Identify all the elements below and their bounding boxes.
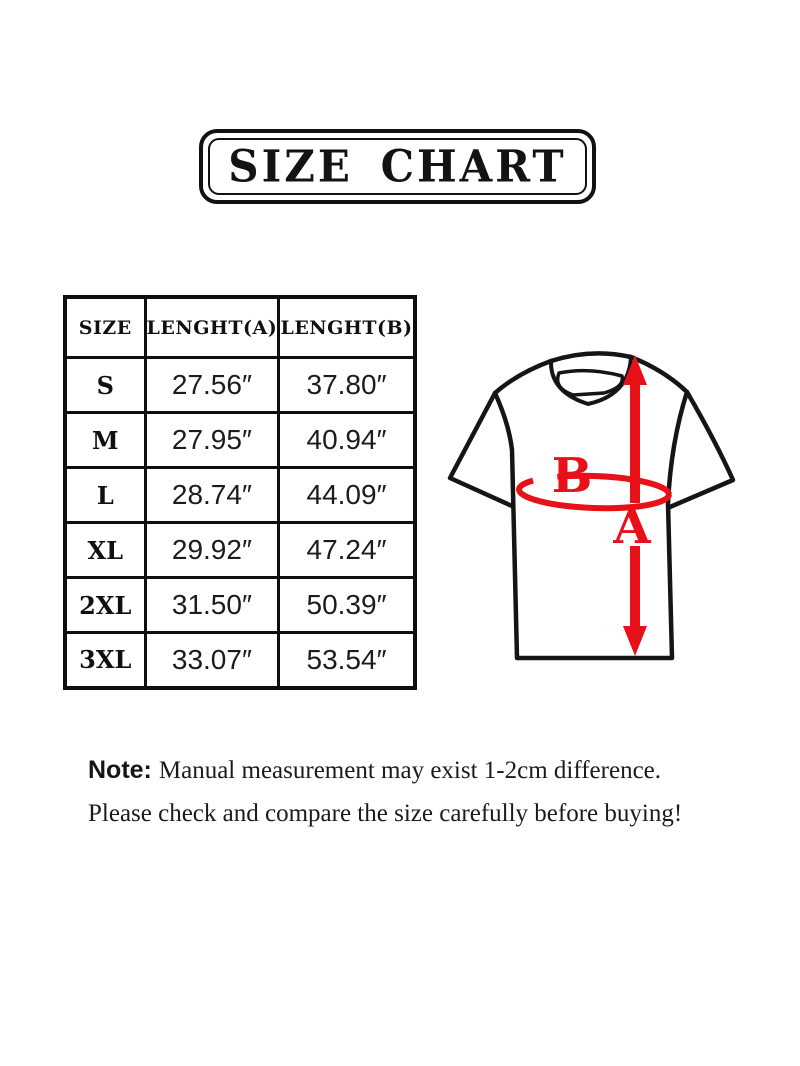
size-cell: 3XL bbox=[65, 633, 145, 688]
length-b-cell: 44.09″ bbox=[279, 468, 415, 523]
column-header-size: SIZE bbox=[65, 297, 145, 358]
table-row bbox=[65, 633, 415, 688]
note-label: Note: bbox=[88, 756, 152, 784]
length-b-cell: 47.24″ bbox=[279, 523, 415, 578]
table-row bbox=[65, 413, 415, 468]
table-row bbox=[65, 523, 415, 578]
measurement-annotations bbox=[518, 355, 669, 656]
tshirt-collar-opening bbox=[558, 371, 623, 395]
size-cell: M bbox=[65, 413, 145, 468]
title-plate-inner-border bbox=[208, 138, 587, 195]
table-row bbox=[65, 578, 415, 633]
tshirt-body-outline bbox=[495, 392, 687, 658]
length-b-cell: 40.94″ bbox=[279, 413, 415, 468]
table-row bbox=[65, 468, 415, 523]
column-header-length-a: LENGHT(A) bbox=[145, 297, 279, 358]
size-table bbox=[63, 295, 417, 690]
note-line-1 bbox=[88, 756, 661, 785]
tshirt-collar-back bbox=[551, 353, 631, 361]
table-header-row bbox=[65, 297, 415, 358]
note-text-1: Manual measurement may exist 1-2cm difference. bbox=[158, 757, 662, 784]
tshirt-left-sleeve bbox=[450, 361, 551, 506]
width-label-b: B bbox=[551, 448, 593, 504]
note-text-2: Please check and compare the size carefully before buying! bbox=[88, 800, 683, 827]
size-cell: S bbox=[65, 358, 145, 413]
length-label-a: A bbox=[613, 499, 651, 555]
length-arrow-head-bottom bbox=[623, 626, 647, 656]
tshirt-collar-band bbox=[551, 357, 631, 404]
length-b-cell: 50.39″ bbox=[279, 578, 415, 633]
size-cell: 2XL bbox=[65, 578, 145, 633]
tshirt-measurement-diagram bbox=[440, 340, 790, 670]
length-a-cell: 27.95″ bbox=[145, 413, 279, 468]
length-a-cell: 33.07″ bbox=[145, 633, 279, 688]
note-line-2 bbox=[88, 800, 682, 828]
length-b-cell: 53.54″ bbox=[279, 633, 415, 688]
size-cell: L bbox=[65, 468, 145, 523]
length-a-cell: 28.74″ bbox=[145, 468, 279, 523]
size-cell: XL bbox=[65, 523, 145, 578]
page-title: SIZE CHART bbox=[228, 141, 567, 192]
length-a-cell: 29.92″ bbox=[145, 523, 279, 578]
title-plate bbox=[199, 129, 596, 204]
length-a-cell: 31.50″ bbox=[145, 578, 279, 633]
length-b-cell: 37.80″ bbox=[279, 358, 415, 413]
table-row bbox=[65, 358, 415, 413]
column-header-length-b: LENGHT(B) bbox=[279, 297, 415, 358]
length-a-cell: 27.56″ bbox=[145, 358, 279, 413]
length-arrow-head-top bbox=[623, 355, 647, 385]
